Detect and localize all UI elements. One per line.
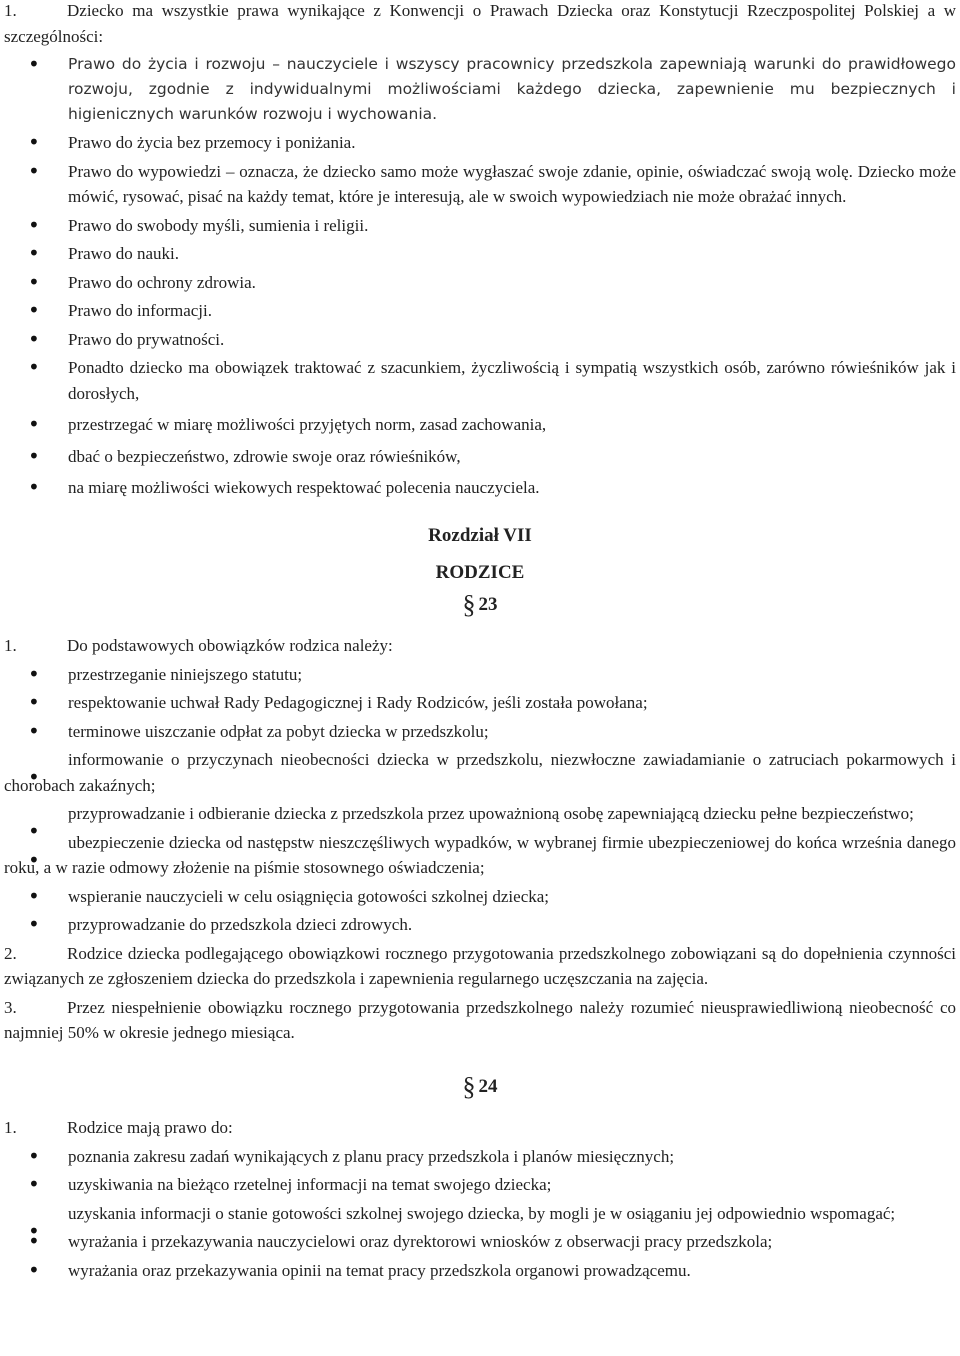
list-item: • poznania zakresu zadań wynikających z planu pracy przedszkola i planów miesięcznych;	[68, 1144, 956, 1170]
section-sign: §	[462, 589, 476, 619]
list-item: • Prawo do informacji.	[68, 298, 956, 324]
list-item: • wyrażania i przekazywania nauczycielowi oraz dyrektorowi wniosków z obserwacji pracy przedszkola;	[68, 1229, 956, 1255]
list-item: • respektowanie uchwał Rady Pedagogicznej i Rady Rodziców, jeśli została powołana;	[68, 690, 956, 716]
list-item: • przestrzeganie niniejszego statutu;	[68, 662, 956, 688]
par23-point-2-text: Rodzice dziecka podlegającego obowiązkowi rocznego przygotowania przedszkolnego zobowiązani są do dopełnienia czynności związanych ze zgłoszeniem dziecka do przedszkola i zapewnienia regularnego uczęszczania na zajęcia.	[4, 943, 956, 988]
list-item: • wyrażania oraz przekazywania opinii na temat pracy przedszkola organowi prowadzącemu.	[68, 1258, 956, 1284]
list-item	[4, 801, 956, 827]
list-item: • Prawo do prywatności.	[68, 327, 956, 353]
paragraph-24-heading	[0, 1071, 960, 1101]
paragraph-23-number: 23	[478, 593, 498, 615]
par23-point-2	[4, 941, 956, 992]
list-item: • Prawo do swobody myśli, sumienia i religii.	[68, 213, 956, 239]
list-item: • Prawo do wypowiedzi – oznacza, że dziecko samo może wygłaszać swoje zdanie, opinie, oświadczać swoją wolę. Dziecko może mówić, rysować, pisać na każdy temat, które je interesują, ale w swoich wypowiedziach nie może obrażać innych.	[68, 159, 956, 210]
chapter-title: Rozdział VII	[428, 524, 532, 546]
par23-point-2-number: 2.	[4, 943, 17, 963]
par23-point-1	[4, 633, 956, 659]
par23-point-3-text: Przez niespełnienie obowiązku rocznego przygotowania przedszkolnego należy rozumieć nieusprawiedliwioną nieobecność co najmniej 50% w okresie jednego miesiąca.	[4, 997, 956, 1042]
list-item	[4, 747, 956, 798]
section1-intro-text: Dziecko ma wszystkie prawa wynikające z Konwencji o Prawach Dziecka oraz Konstytucji Rzeczpospolitej Polskiej a w szczególności:	[4, 1, 956, 46]
list-item	[4, 1201, 956, 1227]
list-item-text: informowanie o przyczynach nieobecności dziecka w przedszkolu, niezwłoczne zawiadamianie o zatruciach pokarmowych i chorobach zakaźnych;	[4, 750, 956, 795]
par24-point-1	[4, 1115, 956, 1141]
list-item: • wspieranie nauczycieli w celu osiągnięcia gotowości szkolnej dziecka;	[68, 884, 956, 910]
list-item-text: uzyskania informacji o stanie gotowości szkolnej swojego dziecka, by mogli je w osiąganiu jej odpowiednio wspomagać;	[68, 1203, 896, 1223]
list-item: • uzyskiwania na bieżąco rzetelnej informacji na temat swojego dziecka;	[68, 1172, 956, 1198]
list-item: • Ponadto dziecko ma obowiązek traktować z szacunkiem, życzliwością i sympatią wszystkich osób, zarówno rówieśników jak i dorosłych,	[68, 355, 956, 406]
paragraph-23-heading	[0, 589, 960, 619]
list-item: • przyprowadzanie do przedszkola dzieci zdrowych.	[68, 912, 956, 938]
list-item: • przestrzegać w miarę możliwości przyjętych norm, zasad zachowania,	[68, 412, 956, 438]
par23-point-3-number: 3.	[4, 997, 17, 1017]
list-item: • Prawo do ochrony zdrowia.	[68, 270, 956, 296]
list-item: • na miarę możliwości wiekowych respektować polecenia nauczyciela.	[68, 475, 956, 501]
list-item	[4, 830, 956, 881]
par24-point-1-number: 1.	[4, 1118, 17, 1137]
section1-intro	[4, 0, 956, 49]
list-item: • Prawo do życia i rozwoju – nauczyciele i wszyscy pracownicy przedszkola zapewniają warunki do prawidłowego rozwoju, zgodnie z indywidualnymi możliwościami każdego dziecka, zapewnienie mu bezpiecznych i higienicznych warunków rozwoju i wychowania.	[68, 52, 956, 127]
list-item: • Prawo do życia bez przemocy i poniżania.	[68, 130, 956, 156]
par24-point-1-text: Rodzice mają prawo do:	[67, 1118, 233, 1137]
section-sign: §	[462, 1071, 476, 1101]
list-item-text: ubezpieczenie dziecka od następstw nieszczęśliwych wypadków, w wybranej firmie ubezpieczeniowej do końca września danego roku, a w razie odmowy złożenie na piśmie stosownego oświadczenia;	[4, 832, 956, 877]
section1-intro-number: 1.	[4, 1, 17, 20]
list-item-text: przyprowadzanie i odbieranie dziecka z przedszkola przez upoważnioną osobę zapewniającą dziecku pełne bezpieczeństwo;	[68, 804, 914, 823]
chapter-subtitle: RODZICE	[435, 562, 525, 583]
paragraph-24-number: 24	[478, 1075, 498, 1097]
par23-point-1-text: Do podstawowych obowiązków rodzica należy:	[67, 636, 393, 655]
list-item: • dbać o bezpieczeństwo, zdrowie swoje oraz rówieśników,	[68, 444, 956, 470]
list-item: • terminowe uiszczanie odpłat za pobyt dziecka w przedszkolu;	[68, 719, 956, 745]
par23-point-1-number: 1.	[4, 636, 17, 655]
list-item: • Prawo do nauki.	[68, 241, 956, 267]
par23-point-3	[4, 995, 956, 1046]
